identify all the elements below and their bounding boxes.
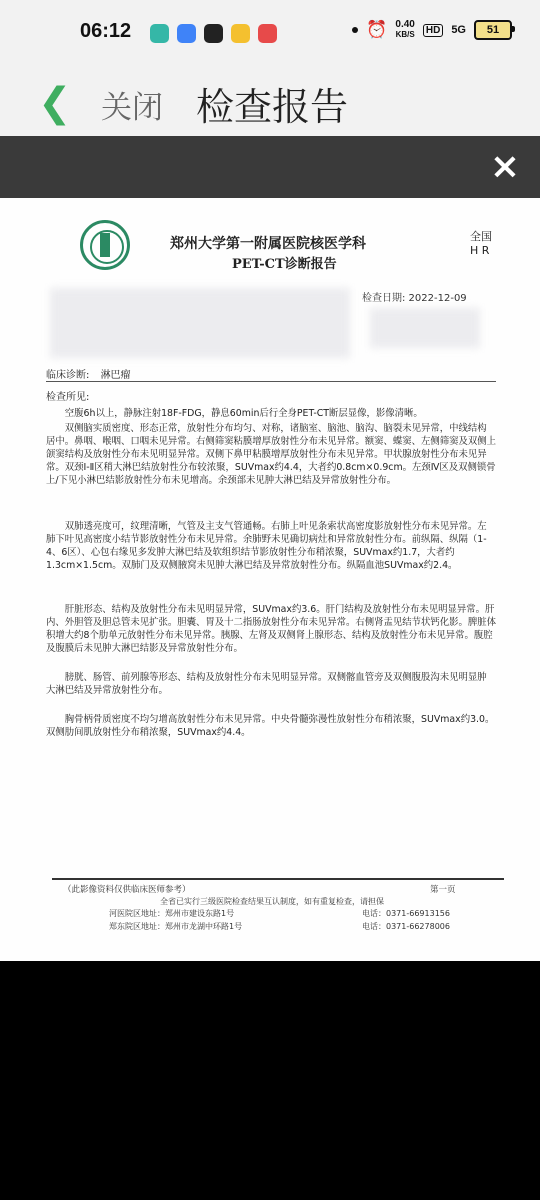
battery-icon: 51 xyxy=(474,20,512,40)
signal-icon: 5G xyxy=(451,24,466,36)
findings-paragraph: 空腹6h以上，静脉注射18F-FDG，静息60min后行全身PET-CT断层显像，影像清晰。 xyxy=(64,408,423,419)
close-link[interactable]: 关闭 xyxy=(101,90,163,126)
findings-paragraph: 胸骨柄骨质密度不均匀增高放射性分布未见异常。中央骨髓弥漫性放射性分布稍浓聚，SUVmax约3.0。双侧肋间肌放射性分布稍浓聚，SUVmax约4.4。 xyxy=(46,714,495,739)
tiktok-app-icon xyxy=(204,24,223,43)
nav-bar xyxy=(0,68,540,136)
clinical-diagnosis: 临床诊断: 淋巴瘤 xyxy=(46,370,131,381)
report-document[interactable] xyxy=(0,198,540,961)
campus1-phone: 电话：0371-66913156 xyxy=(362,909,450,918)
status-time: 06:12 xyxy=(80,20,132,42)
viewer-toolbar xyxy=(0,136,540,198)
home-app-icon xyxy=(150,24,169,43)
divider xyxy=(46,381,496,382)
net-speed: 0.40 KB/S xyxy=(395,19,415,39)
hd-badge: HD xyxy=(423,24,443,37)
findings-paragraph: 膀胱、肠管、前列腺等形态、结构及放射性分布未见明显异常。双侧髂血管旁及双侧腹股沟未见明显肿大淋巴结及异常放射性分布。 xyxy=(46,672,487,697)
redacted-info xyxy=(370,308,480,348)
page-title: 检查报告 xyxy=(196,85,349,129)
notes-app-icon xyxy=(231,24,250,43)
close-icon[interactable]: × xyxy=(489,146,521,187)
footer-divider xyxy=(52,878,504,880)
health-app-icon xyxy=(258,24,277,43)
hospital-name: 郑州大学第一附属医院核医学科 xyxy=(170,236,366,252)
mutual-recognition-note: 全省已实行三级医院检查结果互认制度，如有重复检查，请担保 xyxy=(160,897,384,906)
cloud-app-icon xyxy=(177,24,196,43)
notification-icons xyxy=(150,24,277,43)
findings-paragraph: 肝脏形态、结构及放射性分布未见明显异常，SUVmax约3.6。肝门结构及放射性分布未见明显异常。肝内、外胆管及胆总管未见扩张。胆囊、胃及十二指肠放射性分布未见异常。右侧肾盂见结节状钙化影。脾脏体积增大约8个肋单元放射性分布未见异常。胰腺、左肾及双侧肾上腺形态、结构及放射性分布未见异常。腹腔及腹膜后未见肿大淋巴结影及异常放射性分布。 xyxy=(46,604,497,655)
footer-note: （此影像资料仅供临床医师参考） xyxy=(63,885,191,895)
chevron-left-icon[interactable]: ❮ xyxy=(38,80,72,126)
campus2-phone: 电话：0371-66278006 xyxy=(362,922,450,931)
status-right xyxy=(352,20,512,40)
campus2-address: 郑东院区地址：郑州市龙湖中环路1号 xyxy=(109,922,243,931)
hospital-logo xyxy=(80,220,130,270)
report-title: PET-CT诊断报告 xyxy=(232,257,337,272)
exam-date: 检查日期: 2022-12-09 xyxy=(362,293,467,304)
page-number: 第一页 xyxy=(430,885,456,895)
redacted-info xyxy=(50,288,350,358)
alarm-icon: ⏰ xyxy=(366,20,388,39)
mutual-recognition-badge: 全国 H R xyxy=(470,230,492,257)
more-dot-icon xyxy=(352,27,358,33)
findings-paragraph: 双侧脑实质密度、形态正常，放射性分布均匀、对称，诸脑室、脑池、脑沟、脑裂未见异常，中线结构居中。鼻咽、喉咽、口咽未见异常。右侧筛窦粘膜增厚放射性分布未见异常。额窦、蝶窦、左侧筛窦及双侧上颌窦结构及放射性分布未见明显异常。双侧下鼻甲粘膜增厚放射性分布未见异常。甲状腺放射性分布未见异常。双颈Ⅰ-Ⅱ区稍大淋巴结放射性分布较浓聚，SUVmax约4.4，大者约0.8cm×0.9cm。左颈Ⅳ区及双侧锁骨上/下见小淋巴结影放射性分布未见增高。余颈部未见肿大淋巴结及异常放射性分布。 xyxy=(46,423,497,487)
status-bar xyxy=(0,0,540,68)
campus1-address: 河医院区地址：郑州市建设东路1号 xyxy=(109,909,235,918)
findings-title: 检查所见: xyxy=(46,392,90,403)
findings-paragraph: 双肺透亮度可，纹理清晰，气管及主支气管通畅。右肺上叶见条索状高密度影放射性分布未见异常。左肺下叶见高密度小结节影放射性分布未见异常。余肺野未见确切病灶和异常放射性分布。前纵隔、纵隔（1-4、6区）、心包右缘见多发肿大淋巴结及软组织结节影放射性分布稍浓聚，SUVmax约1.7，大者约1.3cm×1.5cm。双肺门及双侧腋窝未见肿大淋巴结及异常放射性分布。纵隔血池SUVmax约2.4。 xyxy=(46,521,487,572)
